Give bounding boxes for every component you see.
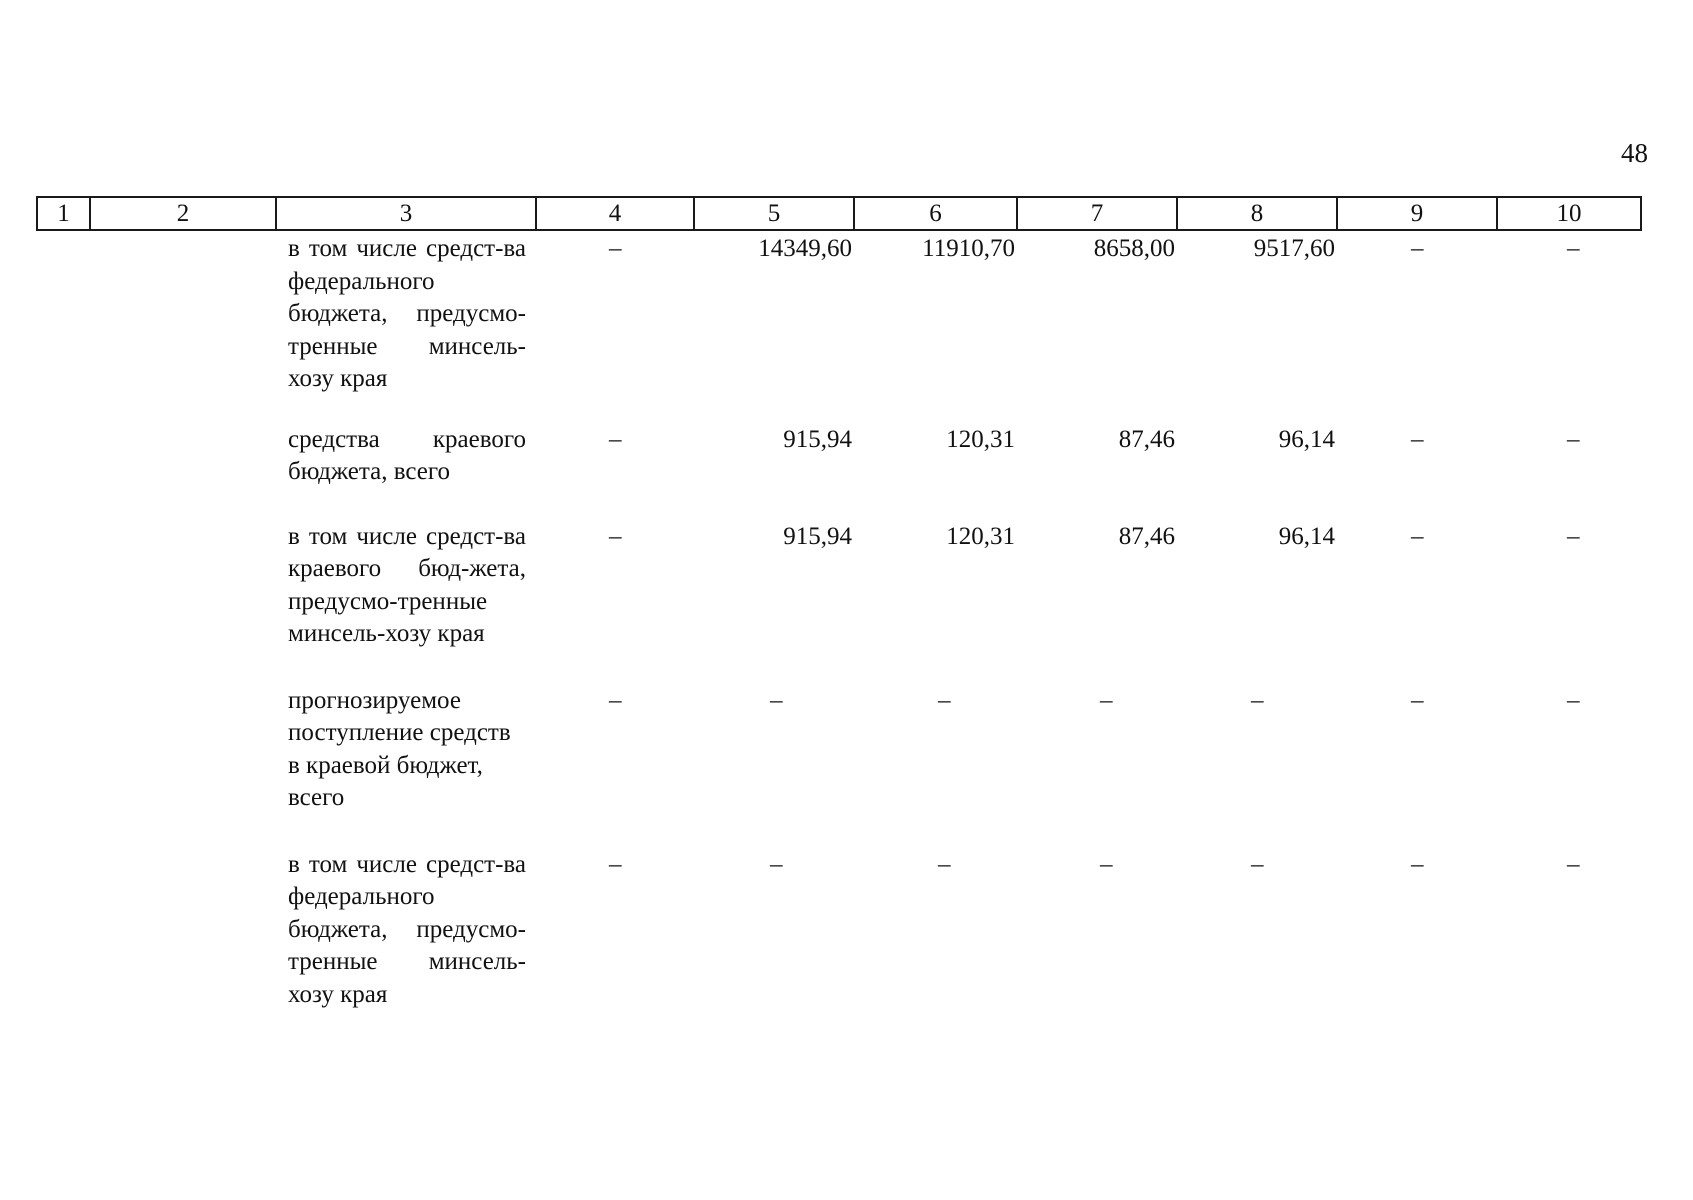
cell-col-6: 120,31 bbox=[946, 425, 1015, 453]
table-row bbox=[37, 683, 1641, 847]
cell-col-4: – bbox=[609, 686, 622, 714]
column-header-8: 8 bbox=[1177, 197, 1337, 230]
cell-col-7: 8658,00 bbox=[1093, 235, 1175, 262]
cell-col-10: – bbox=[1567, 686, 1580, 714]
cell-col-5: 915,94 bbox=[783, 522, 852, 550]
cell-col-9: – bbox=[1411, 850, 1424, 878]
cell-col-6: – bbox=[938, 850, 951, 878]
table-row bbox=[37, 519, 1641, 683]
column-header-9: 9 bbox=[1337, 197, 1497, 230]
column-header-5: 5 bbox=[694, 197, 854, 230]
row-label: в том числе средст-ва краевого бюд-жета, предусмо-тренные минсель-хозу края bbox=[288, 522, 526, 647]
budget-table bbox=[36, 196, 1642, 1037]
cell-col-1 bbox=[37, 519, 90, 683]
cell-col-6: 11910,70 bbox=[922, 235, 1015, 262]
cell-col-8: 9517,60 bbox=[1253, 235, 1335, 262]
cell-col-8: – bbox=[1251, 850, 1264, 878]
row-label: в том числе средст-ва федерального бюджета, предусмо-тренные минсель-хозу края bbox=[288, 850, 526, 1008]
column-header-7: 7 bbox=[1017, 197, 1177, 230]
cell-col-2 bbox=[90, 230, 276, 422]
cell-col-4: – bbox=[609, 235, 622, 262]
cell-col-8: 96,14 bbox=[1278, 522, 1335, 550]
cell-col-1 bbox=[37, 683, 90, 847]
row-label: в том числе средст-ва федерального бюджета, предусмо-тренные минсель-хозу края bbox=[288, 235, 526, 392]
cell-col-10: – bbox=[1567, 850, 1580, 878]
cell-col-10: – bbox=[1567, 522, 1580, 550]
cell-col-2 bbox=[90, 422, 276, 519]
cell-col-9: – bbox=[1411, 425, 1424, 453]
cell-col-10: – bbox=[1567, 425, 1580, 453]
cell-col-2 bbox=[90, 519, 276, 683]
cell-col-5: – bbox=[770, 850, 783, 878]
table-row bbox=[37, 847, 1641, 1038]
row-label: прогнозируемое поступление средств в краевой бюджет, всего bbox=[288, 686, 511, 811]
column-header-4: 4 bbox=[536, 197, 694, 230]
column-header-6: 6 bbox=[854, 197, 1017, 230]
column-header-3: 3 bbox=[276, 197, 536, 230]
cell-col-7: – bbox=[1100, 686, 1113, 714]
cell-col-5: – bbox=[770, 686, 783, 714]
cell-col-4: – bbox=[609, 425, 622, 453]
cell-col-5: 14349,60 bbox=[758, 235, 852, 262]
cell-col-10: – bbox=[1567, 235, 1580, 262]
cell-col-1 bbox=[37, 230, 90, 422]
cell-col-7: 87,46 bbox=[1118, 425, 1175, 453]
cell-col-2 bbox=[90, 683, 276, 847]
cell-col-5: 915,94 bbox=[783, 425, 852, 453]
cell-col-4: – bbox=[609, 850, 622, 878]
cell-col-6: 120,31 bbox=[946, 522, 1015, 550]
column-header-10: 10 bbox=[1497, 197, 1641, 230]
cell-col-1 bbox=[37, 847, 90, 1038]
cell-col-7: 87,46 bbox=[1118, 522, 1175, 550]
table-header-row bbox=[37, 197, 1641, 230]
table-row bbox=[37, 422, 1641, 519]
table-row bbox=[37, 230, 1641, 422]
cell-col-8: 96,14 bbox=[1278, 425, 1335, 453]
cell-col-6: – bbox=[938, 686, 951, 714]
cell-col-8: – bbox=[1251, 686, 1264, 714]
cell-col-7: – bbox=[1100, 850, 1113, 878]
cell-col-1 bbox=[37, 422, 90, 519]
cell-col-2 bbox=[90, 847, 276, 1038]
cell-col-4: – bbox=[609, 522, 622, 550]
cell-col-9: – bbox=[1411, 235, 1424, 262]
cell-col-9: – bbox=[1411, 686, 1424, 714]
row-label: средства краевого бюджета, всего bbox=[288, 425, 526, 485]
column-header-2: 2 bbox=[90, 197, 276, 230]
column-header-1: 1 bbox=[37, 197, 90, 230]
cell-col-9: – bbox=[1411, 522, 1424, 550]
page-number: 48 bbox=[1621, 138, 1648, 168]
